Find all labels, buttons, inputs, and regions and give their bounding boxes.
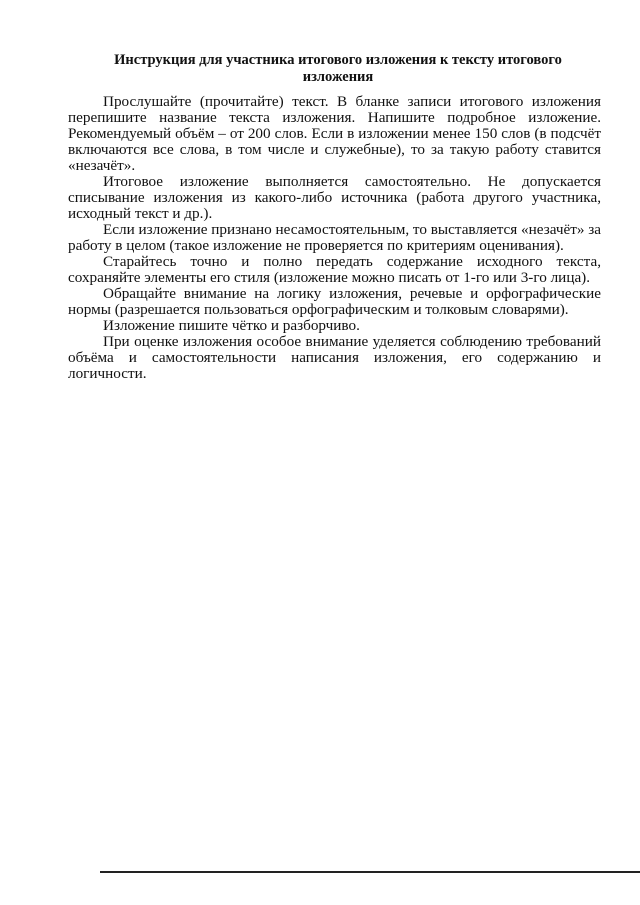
paragraph-legibility: Изложение пишите чётко и разборчиво. [103,317,360,334]
paragraph-fail-condition: Если изложение признано несамостоятельным, то выставляется «незачёт» за работу в целом (такое изложение не проверяется по критериям оценивания). [68,221,601,254]
paragraph-instructions: Прослушайте (прочитайте) текст. В бланке записи итогового изложения перепишите название текста изложения. Напишите подробное изложение. Рекомендуемый объём – от 200 слов. Если в изложении менее 150 слов (в подсчёт включаются все слова, в том числе и служебные), то за такую работу ставится «незачёт». [68,93,601,174]
paragraph-logic-norms: Обращайте внимание на логику изложения, речевые и орфографические нормы (разрешается пользоваться орфографическим и толковым словарями). [68,285,601,318]
paragraph-independence: Итоговое изложение выполняется самостоятельно. Не допускается списывание изложения из какого-либо источника (работа другого участника, исходный текст и др.). [68,173,601,222]
document-body [68,94,601,382]
paragraph-content-style: Старайтесь точно и полно передать содержание исходного текста, сохраняйте элементы его стиля (изложение можно писать от 1-го или 3-го лица). [68,253,601,286]
scan-edge-line [100,871,640,873]
document-title: Инструкция для участника итогового изложения к тексту итогового изложения [114,52,562,85]
paragraph-evaluation: При оценке изложения особое внимание уделяется соблюдению требований объёма и самостоятельности написания изложения, его содержанию и логичности. [68,333,601,382]
